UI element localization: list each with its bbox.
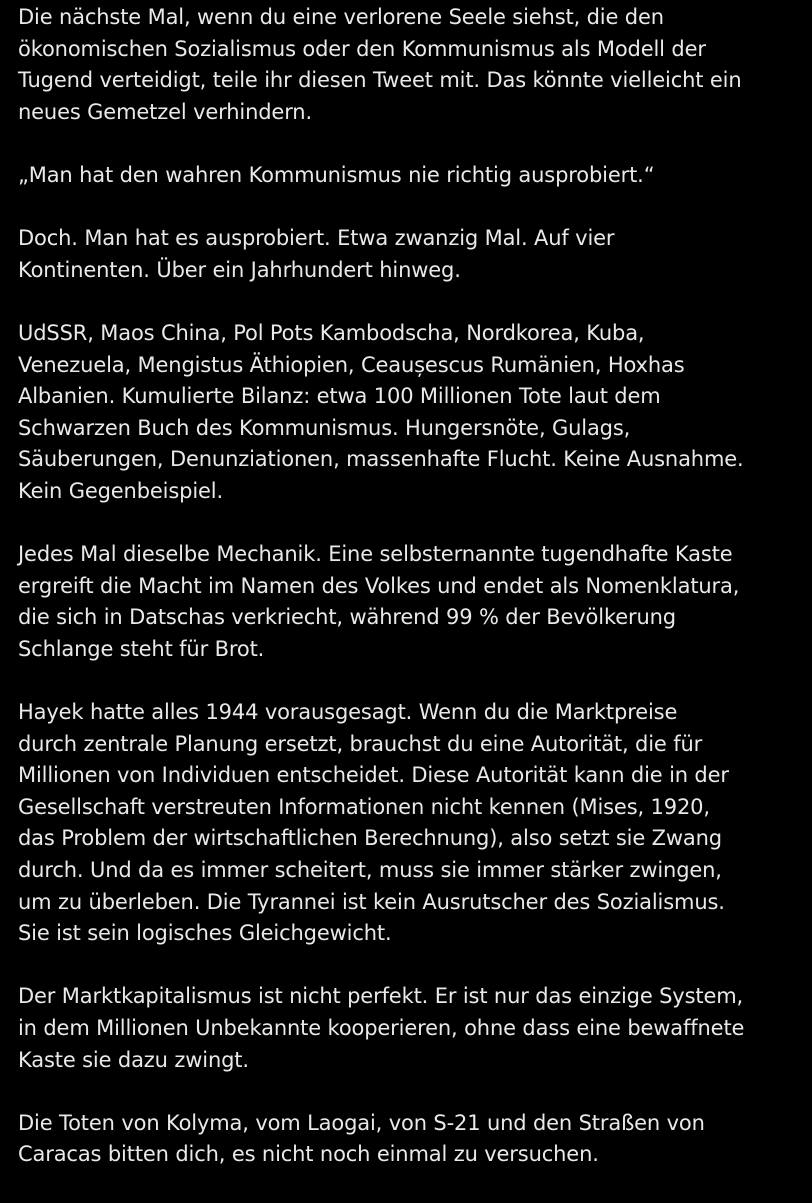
text-line: Doch. Man hat es ausprobiert. Etwa zwanzig Mal. Auf vier [18,226,615,251]
text-line: Venezuela, Mengistus Äthiopien, Ceaușescus Rumänien, Hoxhas [18,352,685,377]
tweet-paragraph-5 [18,539,808,665]
text-line: Millionen von Individuen entscheidet. Diese Autorität kann die in der [18,763,729,788]
text-line: Schlange steht für Brot. [18,636,265,661]
text-line: Kontinenten. Über ein Jahrhundert hinweg. [18,257,461,282]
text-line: Schwarzen Buch des Kommunismus. Hungersnöte, Gulags, [18,415,631,440]
text-line: Die Toten von Kolyma, vom Laogai, von S-21 und den Straßen von [18,1110,705,1135]
text-line: neues Gemetzel verhindern. [18,99,312,124]
text-line: die sich in Datschas verkriecht, während 99 % der Bevölkerung [18,605,676,630]
text-line: Die nächste Mal, wenn du eine verlorene Seele siehst, die den [18,5,664,29]
text-line: das Problem der wirtschaftlichen Berechnung), also setzt sie Zwang [18,826,722,851]
text-line: ökonomischen Sozialismus oder den Kommunismus als Modell der [18,36,706,61]
text-line: durch. Und da es immer scheitert, muss sie immer stärker zwingen, [18,858,722,883]
text-line: Säuberungen, Denunziationen, massenhafte Flucht. Keine Ausnahme. [18,447,744,472]
text-line: durch zentrale Planung ersetzt, brauchst du eine Autorität, die für [18,731,703,756]
text-line: Caracas bitten dich, es nicht noch einmal zu versuchen. [18,1142,599,1167]
text-line: Hayek hatte alles 1944 vorausgesagt. Wenn du die Marktpreise [18,700,678,725]
tweet-paragraph-4 [18,318,808,508]
tweet-paragraph-2 [18,160,808,192]
text-line: Tugend verteidigt, teile ihr diesen Tweet mit. Das könnte vielleicht ein [18,68,742,93]
text-line: Kein Gegenbeispiel. [18,478,223,503]
text-line: Der Marktkapitalismus ist nicht perfekt. Er ist nur das einzige System, [18,984,744,1009]
text-line: in dem Millionen Unbekannte kooperieren, ohne dass eine bewaffnete [18,1016,745,1040]
tweet-paragraph-7 [18,981,808,1076]
text-line: UdSSR, Maos China, Pol Pots Kambodscha, Nordkorea, Kuba, [18,320,645,345]
text-line: Gesellschaft verstreuten Informationen nicht kennen (Mises, 1920, [18,794,710,819]
text-line: Kaste sie dazu zwingt. [18,1047,249,1072]
tweet-paragraph-8 [18,1108,808,1171]
text-line: Albanien. Kumulierte Bilanz: etwa 100 Millionen Tote laut dem [18,384,661,409]
tweet-paragraph-6 [18,697,808,950]
text-line: um zu überleben. Die Tyrannei ist kein Ausrutscher des Sozialismus. [18,889,725,914]
tweet-paragraph-3 [18,223,808,286]
text-line: ergreift die Macht im Namen des Volkes und endet als Nomenklatura, [18,573,740,598]
text-line: Jedes Mal dieselbe Mechanik. Eine selbsternannte tugendhafte Kaste [18,542,733,567]
tweet-paragraph-1 [18,2,808,128]
text-line: Sie ist sein logisches Gleichgewicht. [18,921,392,946]
tweet-text [18,2,808,1203]
text-line: „Man hat den wahren Kommunismus nie richtig ausprobiert.“ [18,162,655,187]
